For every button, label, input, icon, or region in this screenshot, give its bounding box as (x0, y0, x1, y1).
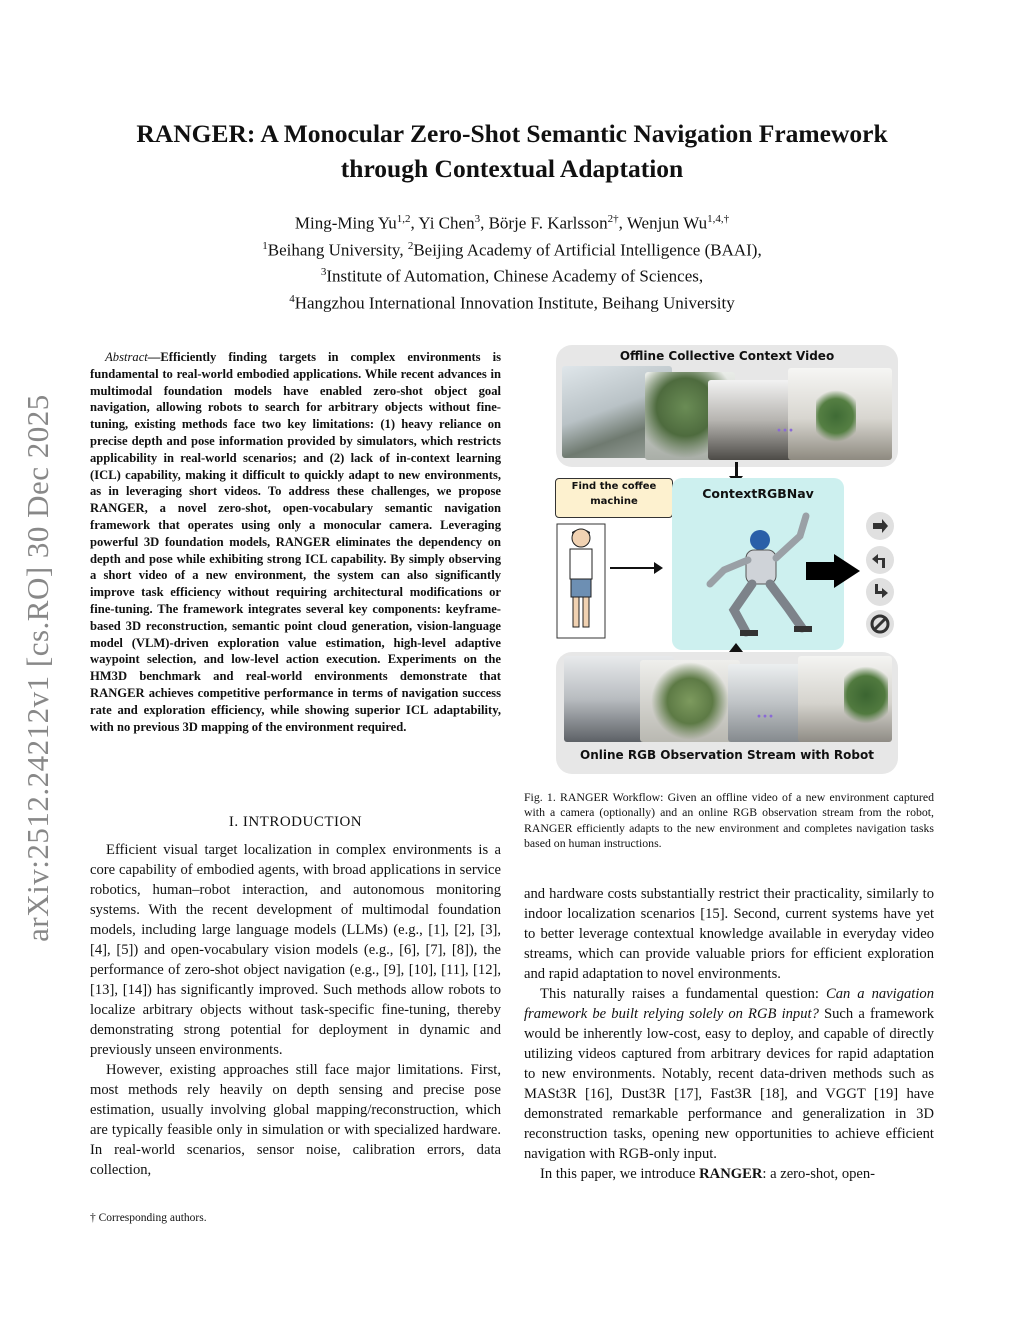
arrowhead-icon (729, 643, 743, 652)
affiliation-line: $^1$Beihang University, $^2$Beijing Academy of Artificial Intelligence (BAAI), (262, 239, 762, 260)
context-video-frame (788, 368, 892, 460)
move-forward-icon (866, 512, 894, 540)
stop-icon (866, 610, 894, 638)
instruction-bubble: Find the coffee machine (555, 478, 673, 518)
paragraph: However, existing approaches still face major limitations. First, most methods rely heavily on depth sensing and precise pose estimation, usually involving global mapping/reconstruction, which are typically feasible only in simulation or with specialized hardware. In real-world scenarios, sensor noise, calibration errors, data collection, (90, 1062, 501, 1178)
robot-observation-frame (728, 664, 808, 742)
arrowhead-icon (654, 562, 663, 574)
intro-column-left (90, 840, 501, 1180)
paragraph: In this paper, we introduce RANGER: a zero-shot, open- (540, 1166, 876, 1182)
ellipsis-icon: ··· (756, 706, 775, 726)
arxiv-side-stamp: arXiv:2512.24212v1 [cs.RO] 30 Dec 2025 (20, 394, 55, 942)
arrow-right-icon (610, 567, 658, 569)
figure-caption: Fig. 1. RANGER Workflow: Given an offline video of a new environment captured with a camera (optionally) and an online RGB observation stream from the robot, RANGER efficiently adapts to the new environment and completes navigation tasks based on human instructions. (524, 790, 934, 850)
robot-observation-frame (640, 660, 740, 742)
paragraph: and hardware costs substantially restrict their practicality, similarly to indoor localization scenarios [15]. Second, current systems have yet to better leverage contextual knowledge available in everyday video streams, which can provide valuable priors for efficient exploration and rapid adaptation to novel environments. (524, 886, 934, 982)
context-rgbnav-label: ContextRGBNav (702, 486, 814, 501)
paper-title (90, 116, 934, 186)
ellipsis-icon: ··· (776, 420, 795, 440)
title-line-1: RANGER: A Monocular Zero-Shot Semantic Navigation Framework (136, 119, 888, 148)
figure-top-panel-title: Offline Collective Context Video (619, 349, 835, 363)
plant-icon (816, 388, 856, 444)
intro-column-right (524, 884, 934, 1184)
output-arrow-icon (806, 562, 836, 580)
affiliation-line: $^3$Institute of Automation, Chinese Academy of Sciences, (320, 266, 704, 286)
plant-icon (844, 664, 888, 726)
title-line-2: through Contextual Adaptation (340, 154, 684, 183)
paragraph: Efficient visual target localization in complex environments is a core capability of embodied agents, with broad applications in service robotics, human–robot interaction, and autonomous monitoring systems. With the recent development of multimodal foundation models, including large language models (LLMs) (e.g., [1], [2], [3], [4], [5]) and open-vocabulary vision models (e.g., [6], [7], [8]), the performance of zero-shot object navigation (e.g., [9], [10], [11], [12], [13], [14]) has significantly improved. Such methods allow robots to localize arbitrary objects without task-specific fine-tuning, thereby demonstrating strong potential for deployment in dynamic and previously unseen environments. (90, 842, 501, 1058)
turn-right-icon (866, 578, 894, 606)
robot-observation-frame (798, 656, 892, 742)
abstract-text: —Efficiently finding targets in complex environments is fundamental to real-world embodied applications. While recent advances in multimodal foundation models have enabled zero-shot object goal navigation, allowing robots to search for arbitrary objects without fine-tuning, existing methods face two key limitations: (1) heavy reliance on precise depth and pose information provided by simulators, which restricts applicability in real-world scenarios; and (2) lack of in-context learning (ICL) capability, making it difficult to quickly adapt to new environments, as in leveraging short videos. To address these challenges, we propose RANGER, a novel zero-shot, open-vocabulary semantic navigation framework that operates using only a monocular camera. Leveraging powerful 3D foundation models, RANGER eliminates the dependency on depth and pose while exhibiting strong ICL capability. By simply observing a short video of a new environment, the system can also significantly improve task efficiency without requiring architectural modifications or fine-tuning. The framework integrates several key components: keyframe-based 3D reconstruction, semantic point cloud generation, vision-language model (VLM)-driven exploration value estimation, high-level adaptive waypoint selection, and low-level action execution. Experiments on the HM3D benchmark and real-world environments demonstrate that RANGER achieves competitive performance in terms of navigation success rate and exploration efficiency, while showing superior ICL adaptability, with no previous 3D mapping of the environment required. (90, 350, 501, 734)
footnote: † Corresponding authors. (90, 1212, 207, 1224)
abstract (90, 349, 501, 735)
author-names: Ming-Ming Yu$^{1,2}$, Yi Chen$^3$, Börje F. Karlsson$^{2\dagger}$, Wenjun $Wu^{1,4,\dagger}$ (294, 213, 730, 233)
author-block (90, 208, 934, 315)
abstract-label: Abstract (105, 350, 148, 364)
human-figure-icon (556, 522, 606, 640)
affiliation-line: $^4$Hangzhou International Innovation Institute, Beihang University (289, 292, 735, 313)
arrowhead-icon (834, 554, 860, 588)
section-heading: I. INTRODUCTION (228, 814, 363, 830)
turn-left-icon (866, 546, 894, 574)
paragraph: This naturally raises a fundamental question: Can a navigation framework be built relying solely on RGB input? Such a framework would be inherently low-cost, easy to deploy, and capable of directly utilizing videos captured from arbitrary devices for rapid adaptation to new environments. Notably, recent data-driven methods such as MASt3R [16], Dust3R [17], Fast3R [18], and VGGT [19] have demonstrated remarkable performance and generalization in 3D reconstruction tasks, opening new opportunities to achieve efficient navigation with RGB-only input. (524, 986, 934, 1162)
figure-bottom-panel-title: Online RGB Observation Stream with Robot (580, 748, 874, 762)
